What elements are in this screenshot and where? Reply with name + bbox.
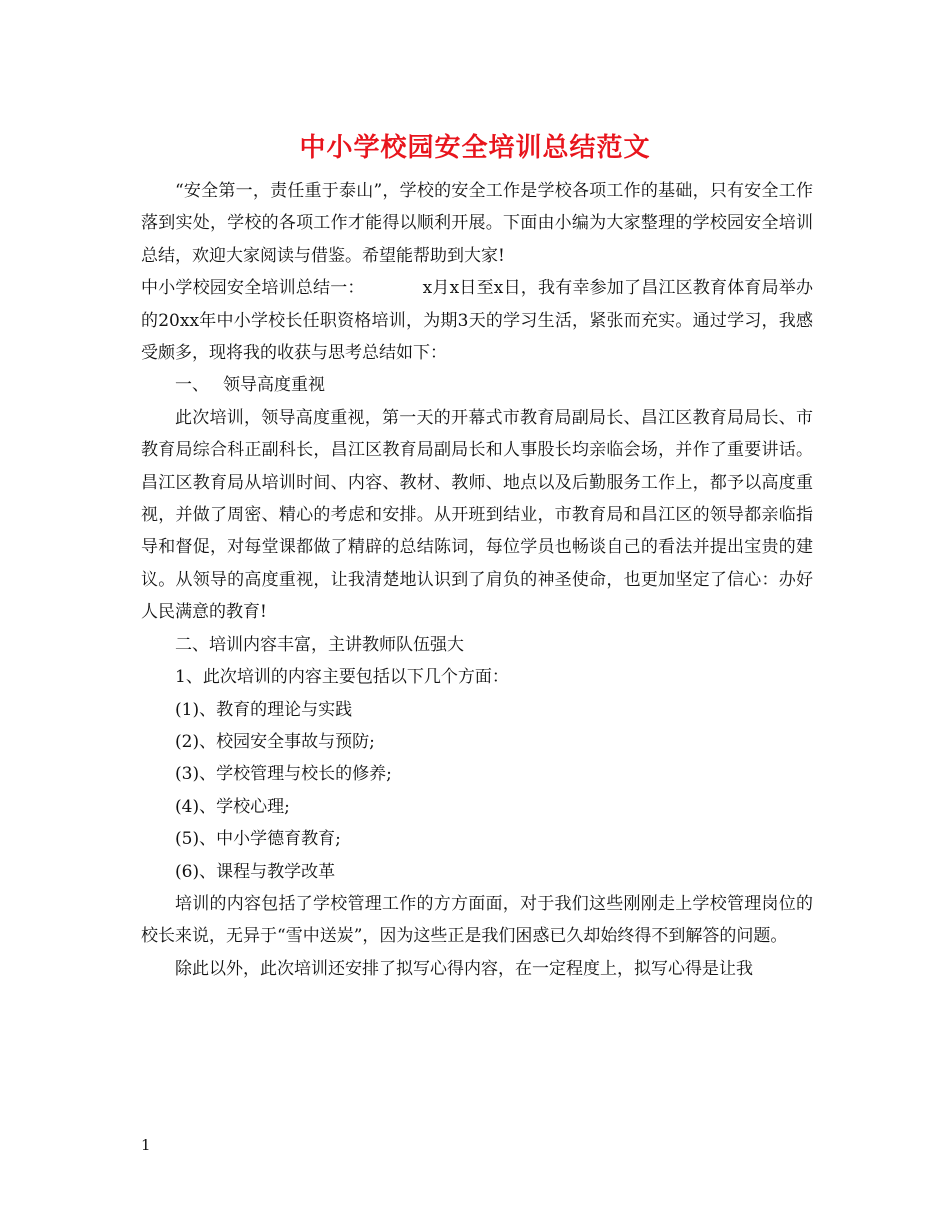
content-summary-paragraph: 培训的内容包括了学校管理工作的方方面面，对于我们这些刚刚走上学校管理岗位的校长来说，无异于“雪中送炭”，因为这些正是我们困惑已久却始终得不到解答的问题。 [141,893,813,947]
list-item: (5)、中小学德育教育; [175,829,341,850]
list-item: (2)、校园安全事故与预防; [175,731,375,752]
heading-one-number: 一、 [175,375,209,396]
document-body [141,175,813,985]
heading-one-text: 领导高度重视 [223,375,325,396]
content-intro-paragraph: 1、此次培训的内容主要包括以下几个方面： [175,667,509,688]
document-title: 中小学校园安全培训总结范文 [299,133,651,163]
leadership-paragraph: 此次培训，领导高度重视，第一天的开幕式市教育局副局长、昌江区教育局局长、市教育局综合科正副科长，昌江区教育局副局长和人事股长均亲临会场，并作了重要讲话。昌江区教育局从培训时间、内容、教材、教师、地点以及后勤服务工作上，都予以高度重视，并做了周密、精心的考虑和安排。从开班到结业，市教育局和昌江区的领导都亲临指导和督促，对每堂课都做了精辟的总结陈词，每位学员也畅谈自己的看法并提出宝贵的建议。从领导的高度重视，让我清楚地认识到了肩负的神圣使命，也更加坚定了信心：办好人民满意的教育! [141,407,813,623]
list-item: (6)、课程与教学改革 [175,861,336,882]
summary-one-paragraph [141,272,813,369]
intro-paragraph: “安全第一，责任重于泰山”，学校的安全工作是学校各项工作的基础，只有安全工作落到实处，学校的各项工作才能得以顺利开展。下面由小编为大家整理的学校园安全培训总结，欢迎大家阅读与借鉴。希望能帮助到大家! [141,181,813,266]
list-item: (3)、学校管理与校长的修养; [175,764,392,785]
page-number: 1 [141,1136,151,1154]
heading-one [141,369,813,401]
heading-two: 二、培训内容丰富，主讲教师队伍强大 [175,634,464,655]
additional-paragraph: 除此以外，此次培训还安排了拟写心得内容，在一定程度上，拟写心得是让我 [175,958,753,979]
summary-one-label: 中小学校园安全培训总结一： [141,278,365,299]
summary-one-text: x月x日至x日，我有幸参加了昌江区教育体育局举办的20xx年中小学校长任职资格培训，为期3天的学习生活，紧张而充实。通过学习，我感受颇多，现将我的收获与思考总结如下： [141,278,814,364]
list-item: (4)、学校心理; [175,796,290,817]
list-item: (1)、教育的理论与实践 [175,699,353,720]
